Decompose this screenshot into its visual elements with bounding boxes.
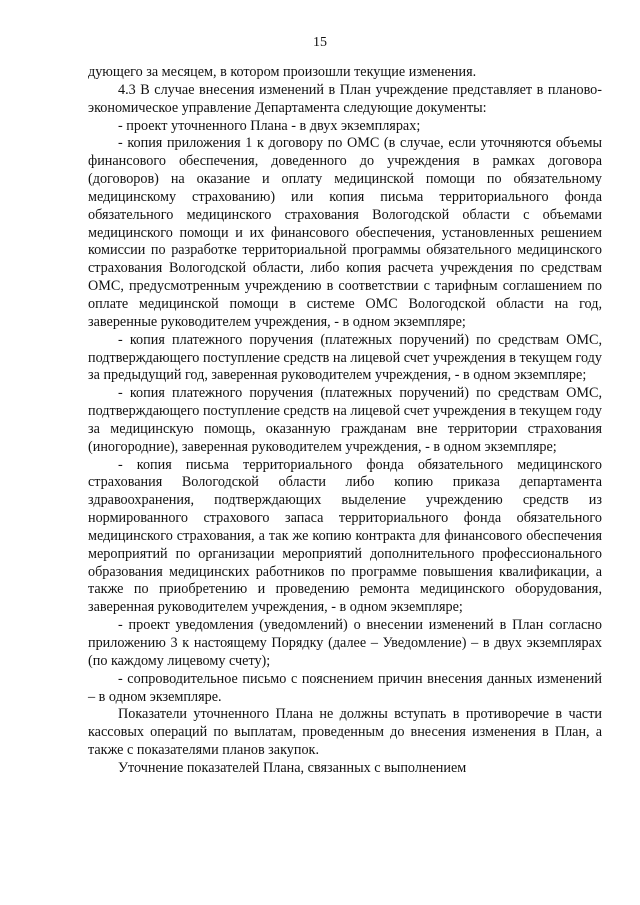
document-body — [88, 64, 602, 778]
paragraph: - копия платежного поручения (платежных поручений) по средствам ОМС, подтверждающего поступление средств на лицевой счет учреждения в текущем году за предыдущий год, заверенная руководителем учреждения, - в одном экземпляре; — [88, 331, 602, 384]
page-number: 15 — [313, 35, 327, 50]
paragraph: Показатели уточненного Плана не должны вступать в противоречие в части кассовых операций по выплатам, проведенным до внесения изменения в План, а также с показателями планов закупок. — [88, 706, 602, 759]
paragraph: - проект уведомления (уведомлений) о внесении изменений в План согласно приложению 3 к настоящему Порядку (далее – Уведомление) – в двух экземплярах (по каждому лицевому счету); — [88, 617, 602, 669]
paragraph: 4.3 В случае внесения изменений в План учреждение представляет в планово-экономическое управление Департамента следующие документы: — [88, 81, 602, 116]
paragraph: - копия приложения 1 к договору по ОМС (в случае, если уточняются объемы финансового обеспечения, доведенного до учреждения в рамках договора (договоров) на оказание и оплату медицинской помощи по обязательному медицинскому страхованию) или копия письма территориального фонда обязательного медицинского страхования Вологодской области с объемами медицинского помощи и их финансового обеспечения, установленных решением комиссии по разработке территориальной программы обязательного медицинского страхования Вологодской области, либо копия расчета учреждения по средствам ОМС, предусмотренным учреждению в соответствии с тарифным соглашением по оплате медицинской помощи в системе ОМС Вологодской области на год, заверенные руководителем учреждения, - в одном экземпляре; — [88, 135, 602, 330]
paragraph: дующего за месяцем, в котором произошли текущие изменения. — [88, 64, 477, 80]
paragraph: - сопроводительное письмо с пояснением причин внесения данных изменений – в одном экземпляре. — [88, 670, 602, 705]
paragraph: - проект уточненного Плана - в двух экземплярах; — [118, 117, 421, 134]
paragraph: - копия письма территориального фонда обязательного медицинского страхования Вологодской области либо копию приказа департамента здравоохранения, подтверждающих выделение учреждению средств из нормированного страхового запаса территориального фонда обязательного медицинского страхования, а так же копию контракта для финансового обеспечения мероприятий по организации мероприятий дополнительного профессионального образования медицинских работников по программе повышения квалификации, а также по приобретению и проведению ремонта медицинского оборудования, заверенная руководителем учреждения, - в одном экземпляре; — [88, 456, 602, 616]
paragraph: - копия платежного поручения (платежных поручений) по средствам ОМС, подтверждающего поступление средств на лицевой счет учреждения в текущем году за медицинскую помощь, оказанную гражданам вне территории страхования (иногородние), заверенная руководителем учреждения, - в одном экземпляре; — [88, 385, 602, 455]
paragraph: Уточнение показателей Плана, связанных с выполнением — [118, 759, 467, 776]
